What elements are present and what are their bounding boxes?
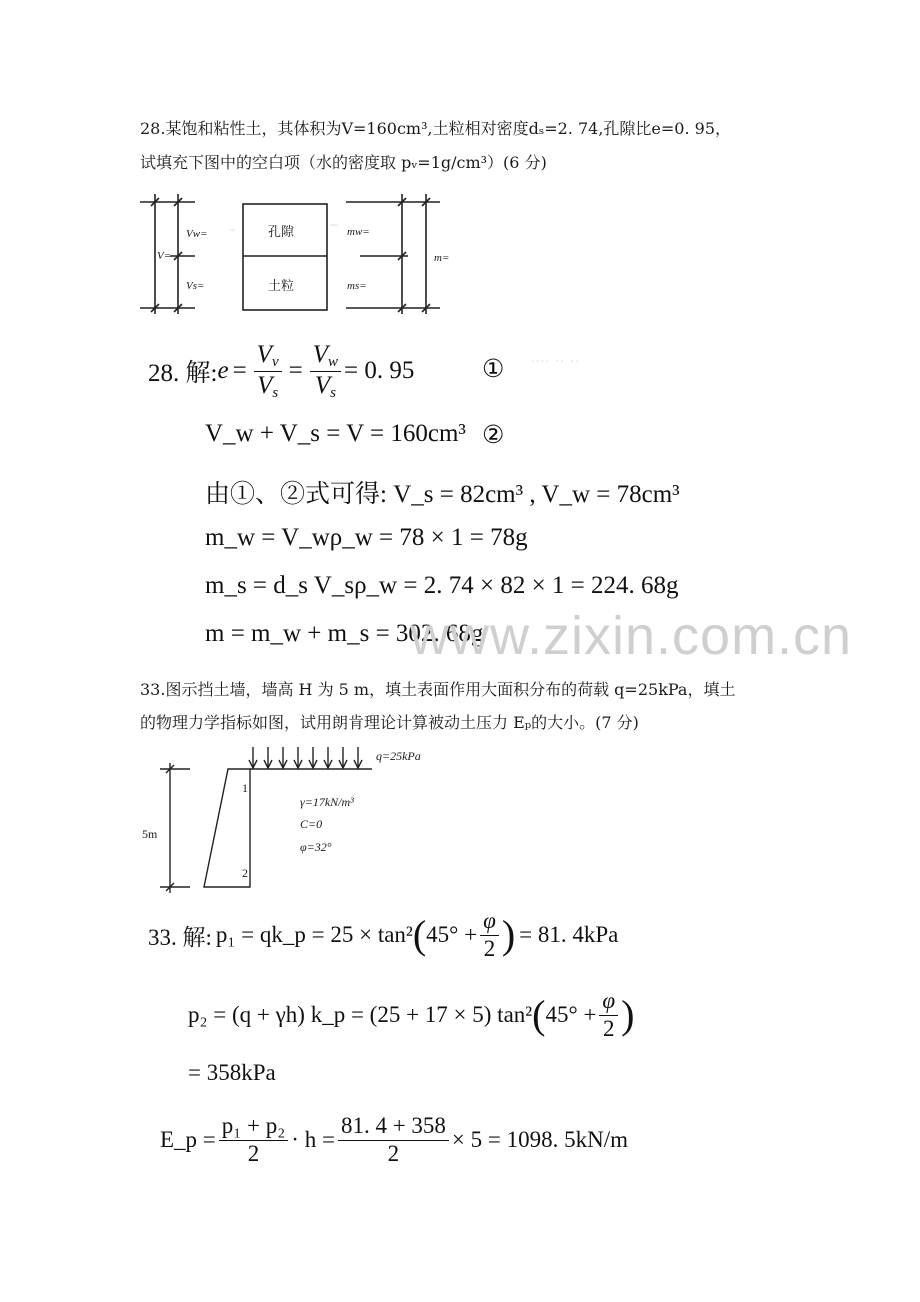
- sol28-eq5: m_s = d_s V_sρ_w = 2. 74 × 82 × 1 = 224. 68g: [205, 572, 679, 599]
- phi-label: φ=32°: [300, 840, 332, 854]
- sol33-eq2-lhs: p₂ = (q + γh) k_p = (25 + 17 × 5) tan²: [188, 1002, 533, 1027]
- sol28-eq1-value: = 0. 95: [344, 357, 415, 384]
- retaining-wall-diagram: [140, 745, 440, 895]
- sol33-eq1-rhs: = 81. 4kPa: [519, 922, 619, 947]
- v-label: V=: [157, 250, 172, 262]
- sol33-eq4: [160, 1112, 628, 1168]
- cohesion-label: C=0: [300, 817, 323, 831]
- q-load-label: q=25kPa: [376, 749, 421, 763]
- ghost-text: ‥‥ ‥ ‥: [530, 348, 580, 366]
- frac-phi-2-b: $\frac{\varphi}{2}$: [599, 988, 618, 1042]
- sol33-eq1: 33. 解: p₁ = qk_p = 25 × tan² ( 45° + $\frac{\varphi}{2}$ ) = 81. 4kPa: [148, 908, 619, 961]
- height-label: 5m: [142, 827, 158, 841]
- retaining-wall-lines: [140, 745, 440, 895]
- frac-numeric: $\frac{81. 4 + 358}{2}$: [338, 1113, 449, 1167]
- vw-label: Vw=: [186, 228, 208, 240]
- sol28-prefix: 28. 解:: [148, 360, 218, 387]
- sol33-eq2: p₂ = (q + γh) k_p = (25 + 17 × 5) tan² ( 45° + $\frac{\varphi}{2}$ ): [188, 988, 635, 1041]
- vs-label: Vs=: [186, 280, 205, 292]
- circle-2: ②: [482, 422, 505, 449]
- phase-diagram: [140, 190, 450, 320]
- sol28-eq4: m_w = V_wρ_w = 78 × 1 = 78g: [205, 524, 528, 551]
- sol33-eq1-inner: 45° +: [426, 922, 478, 947]
- point-2-label: 2: [242, 866, 248, 880]
- frac-phi-2: $\frac{\varphi}{2}$: [480, 908, 499, 962]
- solid-label: 土粒: [268, 279, 295, 294]
- sol33-eq3: = 358kPa: [188, 1060, 276, 1085]
- q28-line2: 试填充下图中的空白项（水的密度取 pᵥ=1g/cm³）(6 分): [140, 153, 547, 172]
- frac-p1p2: $\frac{\text{p₁ + p₂}}{2}$: [219, 1113, 289, 1167]
- sol33-eq2-inner: 45° +: [545, 1002, 597, 1027]
- sol33-eq4-lhs: E_p =: [160, 1127, 216, 1152]
- sol28-eq1: 28. 解: e = $\frac{V_v}{V_s}$ = $\frac{V_w}{V_s}$ = 0. 95: [148, 340, 415, 401]
- q33-line2: 的物理力学指标如图，试用朗肯理论计算被动土压力 Eₚ的大小。(7 分): [140, 713, 639, 732]
- sol33-eq4-rhs: × 5 = 1098. 5kN/m: [451, 1127, 629, 1152]
- circle-1: ①: [482, 356, 505, 383]
- q28-line1: 28.某饱和粘性土，其体积为V=160cm³,土粒相对密度dₛ=2. 74,孔隙比e=0. 95，: [140, 119, 732, 138]
- frac-vv-vs: $\frac{V_v}{V_s}$: [254, 341, 282, 402]
- sol28-eq2: V_w + V_s = V = 160cm³: [205, 420, 466, 447]
- ms-label: ms=: [347, 280, 367, 292]
- q33-line1: 33.图示挡土墙，墙高 H 为 5 m，填土表面作用大面积分布的荷载 q=25kPa，填土: [140, 680, 736, 699]
- gamma-label: γ=17kN/m³: [300, 795, 354, 809]
- sol28-e: e: [217, 357, 229, 384]
- sol33-eq1-lhs: p₁ = qk_p = 25 × tan²: [215, 922, 413, 947]
- sol28-eq6: m = m_w + m_s = 302. 68g: [205, 620, 484, 647]
- sol28-eq3: 由①、②式可得: V_s = 82cm³ , V_w = 78cm³: [205, 481, 680, 508]
- load-arrows: [249, 747, 362, 768]
- m-label: m=: [434, 252, 450, 264]
- watermark: www.zixin.com.cn: [410, 606, 853, 666]
- frac-vw-vs: $\frac{V_w}{V_s}$: [310, 341, 341, 402]
- point-1-label: 1: [242, 781, 248, 795]
- sol33-eq4-mid: · h =: [291, 1127, 335, 1152]
- sol33-prefix: 33. 解:: [148, 924, 212, 950]
- void-label: 孔隙: [268, 225, 295, 240]
- phase-diagram-lines: [140, 190, 450, 320]
- mw-label: mw=: [347, 226, 370, 238]
